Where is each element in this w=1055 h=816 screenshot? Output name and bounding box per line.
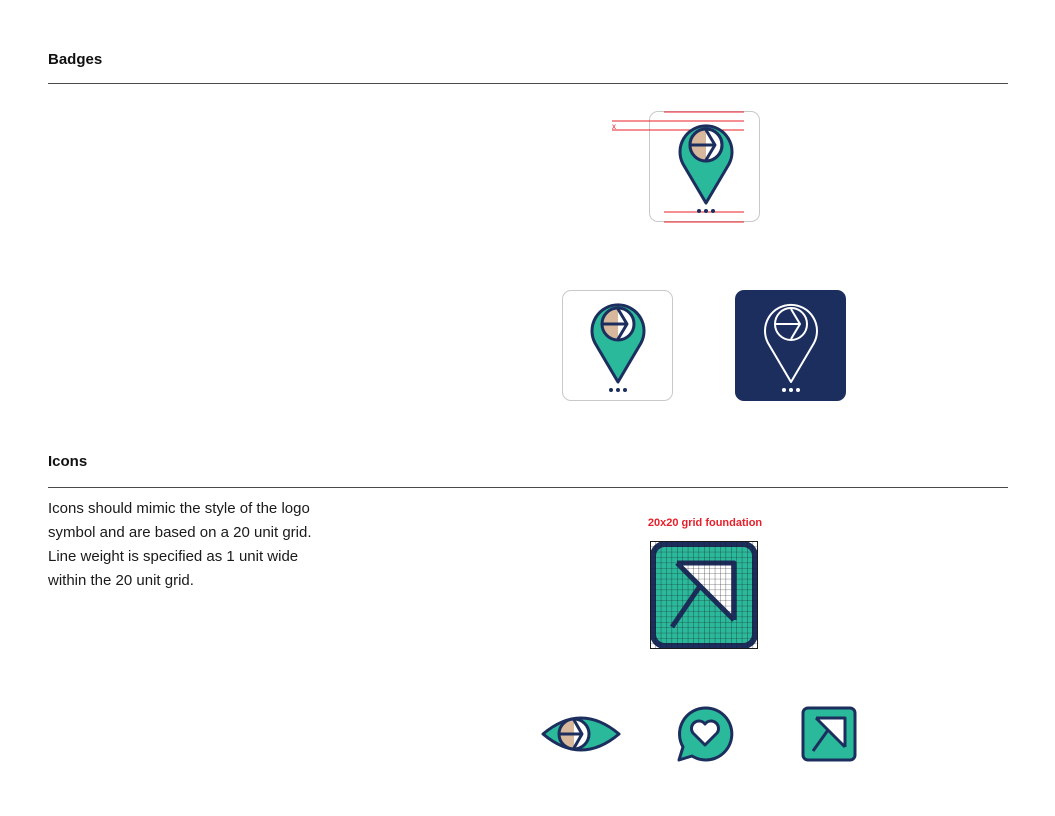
map-pin-outline-icon <box>762 299 820 395</box>
eye-icon <box>540 708 622 760</box>
grid-caption: 20x20 grid foundation <box>647 517 763 529</box>
x-marker: x <box>612 122 616 131</box>
map-pin-icon <box>589 299 647 395</box>
icons-divider <box>48 487 1008 488</box>
heart-speech-bubble-icon <box>676 705 734 763</box>
icons-heading: Icons <box>48 453 88 470</box>
badges-heading: Badges <box>48 51 103 68</box>
arrow-square-icon <box>801 706 857 762</box>
grid-arrow-square-icon <box>650 541 758 649</box>
icons-description: Icons should mimic the style of the logo symbol and are based on a 20 unit grid. Line weight is specified as 1 unit wide within the 20 unit grid. <box>48 500 312 589</box>
map-pin-icon <box>677 120 735 216</box>
badges-divider <box>48 83 1008 84</box>
